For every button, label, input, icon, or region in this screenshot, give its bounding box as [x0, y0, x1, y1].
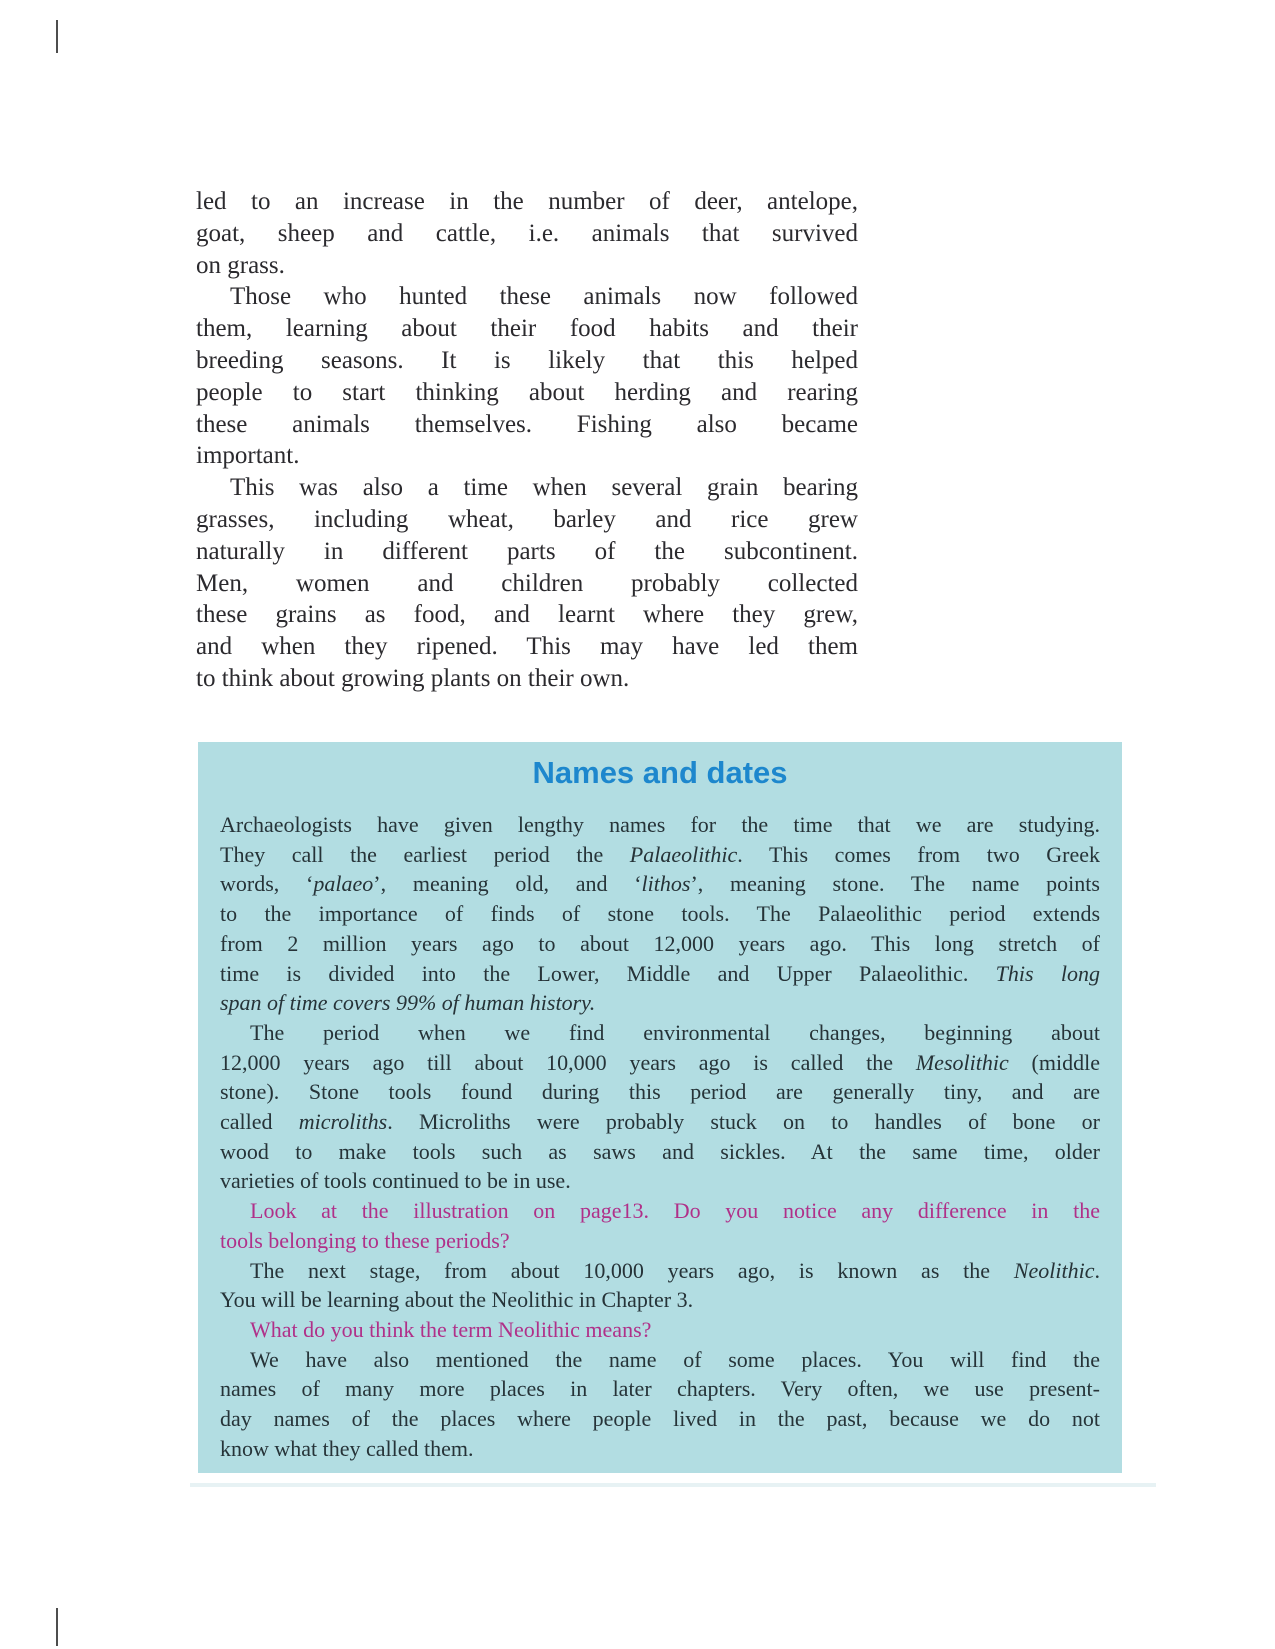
text-line: span of time covers 99% of human history. [220, 990, 596, 1016]
text-line: The next stage, from about 10,000 years ago, is known as the Neolithic. [250, 1257, 1100, 1283]
question-paragraph [220, 1196, 1100, 1255]
printer-tick-top [56, 20, 58, 53]
text-line: grasses, including wheat, barley and rice grew [196, 505, 858, 533]
text-line: stone). Stone tools found during this period are generally tiny, and are [220, 1079, 1100, 1105]
paragraph [220, 810, 1100, 1018]
text-line: Look at the illustration on page13. Do you notice any difference in the [250, 1198, 1100, 1224]
text-line: You will be learning about the Neolithic in Chapter 3. [220, 1287, 694, 1313]
text-line: led to an increase in the number of deer, antelope, [196, 188, 858, 215]
text-line: these animals themselves. Fishing also became [196, 410, 858, 438]
text-line: naturally in different parts of the subcontinent. [196, 537, 858, 565]
text-line: to think about growing plants on their own. [196, 664, 630, 692]
paragraph [220, 1345, 1100, 1464]
text-line: 12,000 years ago till about 10,000 years ago is called the Mesolithic (middle [220, 1049, 1100, 1075]
text-line: important. [196, 442, 300, 470]
text-line: The period when we find environmental changes, beginning about [250, 1019, 1100, 1045]
paragraph [196, 186, 858, 281]
text-line: Archaeologists have given lengthy names for the time that we are studying. [220, 812, 1100, 837]
text-line: What do you think the term Neolithic means? [250, 1316, 652, 1342]
paragraph [220, 1018, 1100, 1196]
main-body-text [196, 186, 858, 695]
text-line: tools belonging to these periods? [220, 1227, 510, 1253]
text-line: from 2 million years ago to about 12,000 years ago. This long stretch of [220, 930, 1100, 956]
text-line: varieties of tools continued to be in use. [220, 1168, 571, 1194]
page-fold-stripe [190, 1483, 1156, 1487]
paragraph [196, 281, 858, 472]
text-line: time is divided into the Lower, Middle and Upper Palaeolithic. This long [220, 960, 1100, 986]
text-line: these grains as food, and learnt where they grew, [196, 601, 858, 629]
text-line: Those who hunted these animals now followed [230, 283, 858, 311]
paragraph [196, 472, 858, 695]
text-line: on grass. [196, 251, 285, 279]
paragraph [220, 1256, 1100, 1315]
text-line: and when they ripened. This may have led them [196, 633, 858, 661]
question-paragraph [220, 1315, 1100, 1345]
text-line: Men, women and children probably collected [196, 569, 858, 597]
printer-tick-bottom [56, 1608, 58, 1646]
box-body-text [220, 810, 1100, 1463]
text-line: wood to make tools such as saws and sickles. At the same time, older [220, 1138, 1100, 1164]
text-line: called microliths. Microliths were probably stuck on to handles of bone or [220, 1109, 1100, 1135]
text-line: them, learning about their food habits and their [196, 315, 858, 343]
names-and-dates-box [198, 742, 1122, 1473]
text-line: goat, sheep and cattle, i.e. animals that survived [196, 219, 858, 247]
text-line: They call the earliest period the Palaeolithic. This comes from two Greek [220, 841, 1100, 867]
text-line: know what they called them. [220, 1435, 474, 1461]
text-line: people to start thinking about herding and rearing [196, 378, 858, 406]
text-line: This was also a time when several grain bearing [230, 474, 858, 502]
text-line: to the importance of finds of stone tools. The Palaeolithic period extends [220, 901, 1100, 927]
text-line: day names of the places where people lived in the past, because we do not [220, 1406, 1100, 1432]
text-line: We have also mentioned the name of some places. You will find the [250, 1346, 1100, 1372]
box-title: Names and dates [532, 755, 788, 790]
text-line: breeding seasons. It is likely that this helped [196, 346, 858, 374]
text-line: names of many more places in later chapters. Very often, we use present- [220, 1376, 1100, 1402]
text-line: words, ‘palaeo’, meaning old, and ‘lithos’, meaning stone. The name points [220, 871, 1100, 897]
